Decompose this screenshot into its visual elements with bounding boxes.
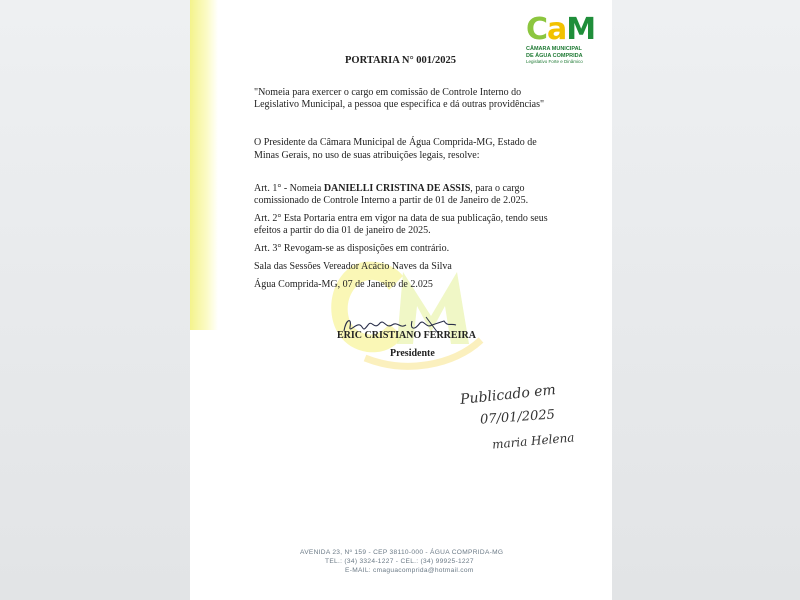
preamble-line-1: O Presidente da Câmara Municipal de Água Comprida-MG, Estado de	[254, 137, 537, 148]
summary-line-1: "Nomeia para exercer o cargo em comissão de Controle Interno do	[254, 87, 522, 98]
footer-email: E-MAIL: cmaguacomprida@hotmail.com	[345, 567, 474, 574]
background-right	[612, 0, 800, 600]
summary-line-2: Legislativo Municipal, a pessoa que especifica e dá outras providências"	[254, 99, 545, 110]
logo-line-1: CÂMARA MUNICIPAL	[526, 46, 582, 52]
article-1-line-2: comissionado de Controle Interno a partir de 01 de Janeiro de 2.025.	[254, 195, 529, 206]
article-2-line-1: Art. 2° Esta Portaria entra em vigor na data de sua publicação, tendo seus	[254, 213, 548, 224]
logo-slogan: Legislativo Forte e Dinâmico	[526, 59, 583, 64]
footer-address: AVENIDA 23, Nº 159 - CEP 38110-000 - ÁGUA COMPRIDA-MG	[300, 549, 504, 556]
logo-mark: CaM	[526, 12, 596, 47]
footer-phones: TEL.: (34) 3324-1227 - CEL.: (34) 99925-1227	[325, 558, 474, 565]
signer-role: Presidente	[390, 348, 435, 359]
article-1-prefix: Art. 1° - Nomeia	[254, 183, 324, 194]
published-date: 07/01/2025	[479, 407, 556, 428]
appointee-name: DANIELLI CRISTINA DE ASSIS	[323, 183, 471, 194]
article-2-line-2: efeitos a partir do dia 01 de janeiro de 2025.	[254, 225, 431, 236]
document-title: PORTARIA N° 001/2025	[345, 55, 456, 66]
background-left	[0, 0, 190, 600]
camara-logo	[526, 12, 596, 65]
preamble-line-2: Minas Gerais, no uso de suas atribuições legais, resolve:	[254, 150, 480, 161]
published-note: Publicado em	[459, 382, 557, 408]
article-1	[254, 183, 525, 196]
publisher-initials: maria Helena	[491, 430, 575, 452]
article-3: Art. 3° Revogam-se as disposições em contrário.	[254, 243, 450, 254]
signer-name: ERIC CRISTIANO FERREIRA	[337, 330, 476, 341]
session-hall: Sala das Sessões Vereador Acácio Naves da Silva	[254, 261, 452, 272]
page-edge-shadow	[190, 0, 218, 330]
place-date: Água Comprida-MG, 07 de Janeiro de 2.025	[254, 279, 433, 290]
article-1-suffix: , para o cargo	[470, 183, 525, 194]
document-page	[190, 0, 612, 600]
logo-line-2: DE ÁGUA COMPRIDA	[526, 52, 583, 59]
